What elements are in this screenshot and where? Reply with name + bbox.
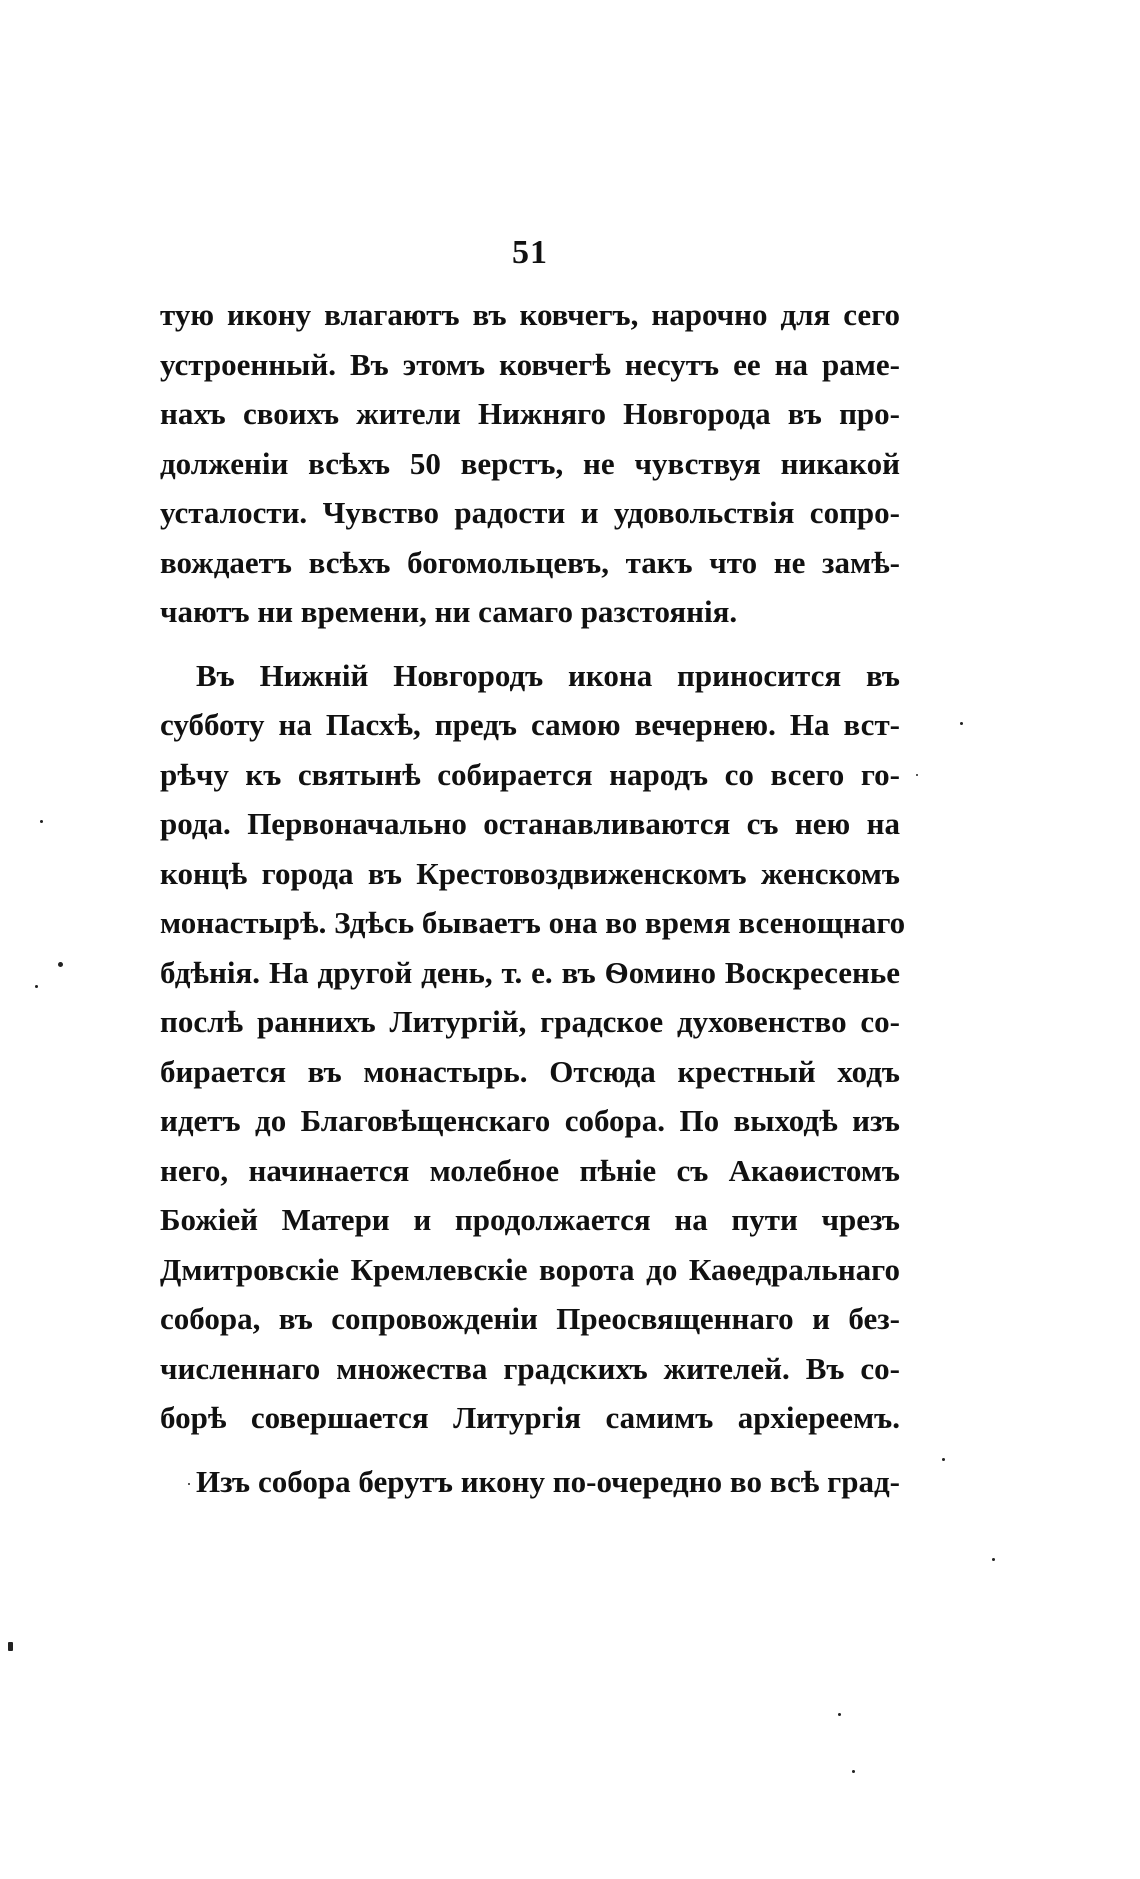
text-line: Дмитровскіе Кремлевскіе ворота до Каѳедральнаго — [160, 1251, 900, 1287]
text-line: послѣ раннихъ Литургій, градское духовенство со- — [160, 1004, 900, 1039]
page-number: 51 — [512, 234, 548, 271]
text-line: концѣ города въ Крестовоздвиженскомъ женскомъ — [160, 855, 900, 891]
scan-speck — [35, 985, 38, 988]
body-text — [160, 290, 906, 1506]
scan-speck — [58, 962, 63, 967]
text-line: нахъ своихъ жители Нижняго Новгорода въ про- — [160, 396, 900, 431]
text-line: вождаетъ всѣхъ богомольцевъ, такъ что не замѣ- — [160, 544, 900, 580]
scan-speck — [960, 722, 963, 725]
text-line: численнаго множества градскихъ жителей. Въ со- — [160, 1350, 900, 1386]
text-line: рѣчу къ святынѣ собирается народъ со всего го- — [160, 756, 900, 792]
text-line: субботу на Пасхѣ, предъ самою вечернею. На вст- — [160, 707, 900, 742]
text-line: усталости. Чувство радости и удовольствія сопро- — [160, 495, 900, 530]
text-line: него, начинается молебное пѣніе съ Акаѳистомъ — [160, 1152, 900, 1188]
text-line: тую икону влагаютъ въ ковчегъ, нарочно для сего — [160, 297, 900, 332]
text-line: идетъ до Благовѣщенскаго собора. По выходѣ изъ — [160, 1103, 900, 1138]
text-line: бирается въ монастырь. Отсюда крестный ходъ — [160, 1053, 900, 1089]
scan-speck — [838, 1713, 841, 1716]
scan-speck — [942, 1458, 945, 1461]
text-line: рода. Первоначально останавливаются съ нею на — [160, 806, 900, 841]
paragraph-gap — [160, 1443, 900, 1457]
text-line: борѣ совершается Литургія самимъ архіереемъ. — [160, 1400, 900, 1435]
scan-speck — [40, 820, 43, 823]
paragraph-gap — [160, 637, 900, 651]
text-line: Въ Нижній Новгородъ икона приносится въ — [196, 657, 900, 693]
text-line: монастырѣ. Здѣсь бываетъ она во время всенощнаго — [160, 905, 906, 940]
paragraph — [160, 290, 900, 637]
text-line: чаютъ ни времени, ни самаго разстоянія. — [160, 594, 738, 629]
text-line: Божіей Матери и продолжается на пути чрезъ — [160, 1202, 900, 1237]
scan-speck — [916, 774, 918, 776]
text-line: бдѣнія. На другой день, т. е. въ Ѳомино Воскресенье — [160, 954, 900, 990]
scan-speck — [188, 1483, 190, 1485]
text-line: долженіи всѣхъ 50 верстъ, не чувствуя никакой — [160, 445, 900, 481]
paragraph — [160, 1457, 900, 1507]
text-line: устроенный. Въ этомъ ковчегѣ несутъ ее на раме- — [160, 346, 900, 382]
text-line: собора, въ сопровожденіи Преосвященнаго и без- — [160, 1301, 900, 1336]
paragraph — [160, 651, 906, 1443]
text-line: Изъ собора берутъ икону по-очередно во всѣ град- — [196, 1463, 900, 1499]
scan-speck — [992, 1558, 995, 1561]
scan-speck — [8, 1642, 13, 1651]
scan-speck — [852, 1770, 855, 1773]
